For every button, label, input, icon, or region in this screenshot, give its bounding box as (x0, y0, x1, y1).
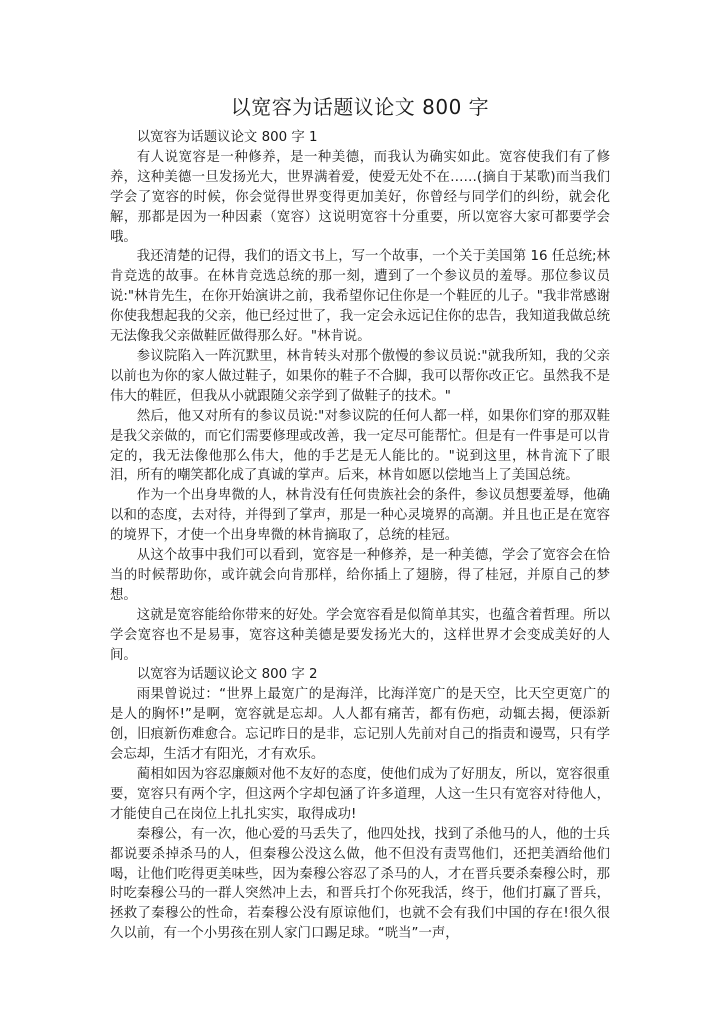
paragraph: 秦穆公，有一次，他心爱的马丢失了，他四处找，找到了杀他马的人，他的士兵都说要杀掉杀马的人，但秦穆公没这么做，他不但没有责骂他们，还把美酒给他们喝，让他们吃得更美味些，因为秦穆公容忍了杀马的人，才在晋兵要杀秦穆公时，那时吃秦穆公马的一群人突然冲上去，和晋兵打个你死我活，终于，他们打赢了晋兵，拯救了秦穆公的性命，若秦穆公没有原谅他们，也就不会有我们中国的存在!很久很久以前，有一个小男孩在别人家门口踢足球。“咣当”一声， (110, 826, 610, 942)
paragraph: 雨果曾说过：“世界上最宽广的是海洋，比海洋宽广的是天空，比天空更宽广的是人的胸怀!”是啊，宽容就是忘却。人人都有痛苦，都有伤疤，动辄去揭，便添新创，旧痕新伤难愈合。忘记昨日的是非，忘记别人先前对自己的指责和谩骂，只有学会忘却，生活才有阳光，才有欢乐。 (110, 687, 610, 763)
document-page (110, 92, 610, 944)
paragraph: 这就是宽容能给你带来的好处。学会宽容看是似简单其实，也蕴含着哲理。所以学会宽容也不是易事，宽容这种美德是要发扬光大的，这样世界才会变成美好的人间。 (110, 607, 610, 663)
paragraph: 我还清楚的记得，我们的语文书上，写一个故事，一个关于美国第 16 任总统;林肯竞选的故事。在林肯竞选总统的那一刻，遭到了一个参议员的羞辱。那位参议员说:"林肯先生，在你开始演讲之前，我希望你记住你是一个鞋匠的儿子。"我非常感谢你使我想起我的父亲，他已经过世了，我一定会永远记住你的忠告，我知道我做总统无法像我父亲做鞋匠做得那么好。"林肯说。 (110, 249, 610, 345)
document-title: 以宽容为话题议论文 800 字 (230, 95, 490, 119)
section-heading: 以宽容为话题议论文 800 字 1 (136, 130, 318, 145)
paragraph: 然后，他又对所有的参议员说:"对参议院的任何人都一样，如果你们穿的那双鞋是我父亲做的，而它们需要修理或改善，我一定尽可能帮忙。但是有一件事是可以肯定的，我无法像他那么伟大，他的手艺是无人能比的。"说到这里，林肯流下了眼泪，所有的嘲笑都化成了真诚的掌声。后来，林肯如愿以偿地当上了美国总统。 (110, 408, 610, 484)
paragraph: 蔺相如因为容忍廉颇对他不友好的态度，使他们成为了好朋友，所以，宽容很重要，宽容只有两个字，但这两个字却包涵了许多道理，人这一生只有宽容对待他人，才能使自己在岗位上扎扎实实，取得成功! (110, 767, 610, 822)
section-2 (110, 665, 610, 944)
paragraph: 作为一个出身卑微的人，林肯没有任何贵族社会的条件，参议员想要羞辱，他确以和的态度，去对待，并得到了掌声，那是一种心灵境界的高潮。并且也正是在宽容的境界下，才使一个出身卑微的林肯摘取了，总统的桂冠。 (110, 488, 610, 544)
section-heading: 以宽容为话题议论文 800 字 2 (136, 667, 318, 683)
paragraph: 有人说宽容是一种修养，是一种美德，而我认为确实如此。宽容使我们有了修养，这种美德一旦发扬光大，世界满着爱，使爱无处不在……(摘自于某歌)而当我们学会了宽容的时候，你会觉得世界变得更加美好，你曾经与同学们的纠纷，就会化解，那都是因为一种因素（宽容）这说明宽容十分重要，所以宽容大家可都要学会哦。 (110, 149, 610, 245)
paragraph: 从这个故事中我们可以看到，宽容是一种修养，是一种美德，学会了宽容会在恰当的时候帮助你，或许就会向肯那样，给你插上了翅膀，得了桂冠，并原自己的梦想。 (110, 548, 610, 603)
paragraph: 参议院陷入一阵沉默里，林肯转头对那个傲慢的参议员说:"就我所知，我的父亲以前也为你的家人做过鞋子，如果你的鞋子不合脚，我可以帮你改正它。虽然我不是伟大的鞋匠，但我从小就跟随父亲学到了做鞋子的技术。" (110, 348, 610, 404)
section-1 (110, 128, 610, 665)
